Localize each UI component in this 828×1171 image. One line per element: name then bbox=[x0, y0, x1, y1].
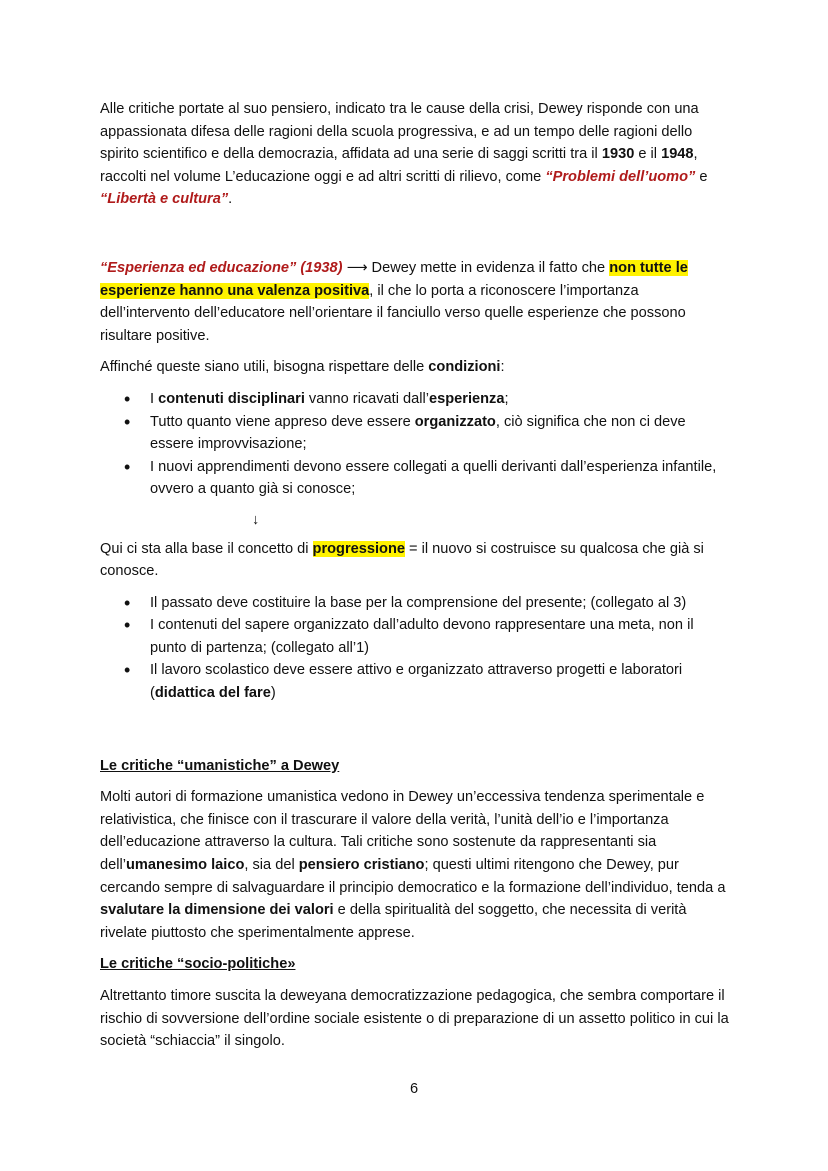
list-item: • I contenuti del sapere organizzato dall’adulto devono rappresentare una meta, non il punto di partenza; (collegato all’1) bbox=[100, 614, 732, 659]
list-item: • I nuovi apprendimenti devono essere collegati a quelli derivanti dall’esperienza infantile, ovvero a quanto già si conosce; bbox=[100, 456, 732, 501]
umanistiche-paragraph: Molti autori di formazione umanistica vedono in Dewey un’eccessiva tendenza sperimentale e relativistica, che finisce con il trascurare il valore della verità, l’unità dell’io e l’importanza dell’educazione attraverso la cultura. Tali critiche sono sostenute da rappresentanti sia dell’umanesimo laico, sia del pensiero cristiano; questi ultimi ritengono che Dewey, pur cercando sempre di salvaguardare il principio democratico e la formazione dell’individuo, tenda a svalutare la dimensione dei valori e della spiritualità del soggetto, che necessita di verità rivelate piuttosto che sperimentalmente apprese. bbox=[100, 789, 726, 941]
condizioni-list bbox=[100, 388, 732, 501]
highlight-progressione: progressione bbox=[312, 540, 405, 557]
right-arrow-icon: ⟶ bbox=[342, 259, 372, 276]
sociopolitiche-paragraph: Altrettanto timore suscita la deweyana democratizzazione pedagogica, che sembra comportare il rischio di sovversione dell’ordine sociale esistente o di preparazione di un assetto politico in cui la società “schiaccia” il singolo. bbox=[100, 988, 729, 1050]
book-title-liberta: “Libertà e cultura” bbox=[100, 191, 229, 208]
intro-paragraph: Alle critiche portate al suo pensiero, indicato tra le cause della crisi, Dewey risponde con una appassionata difesa delle ragioni della scuola progressiva, e ad un tempo delle ragioni dello spirito scientifico e della democrazia, affidata ad una serie di saggi scritti tra il 1930 e il 1948, raccolti nel volume L’educazione oggi e ad altri scritti di rilievo, come “Problemi dell’uomo” e “Libertà e cultura”. bbox=[100, 101, 708, 208]
progressione-paragraph: Qui ci sta alla base il concetto di progressione = il nuovo si costruisce su qualcosa che già si conosce. bbox=[100, 540, 704, 580]
list-item: • Il passato deve costituire la base per la comprensione del presente; (collegato al 3) bbox=[100, 592, 732, 615]
condizioni-paragraph: Affinché queste siano utili, bisogna rispettare delle condizioni: bbox=[100, 359, 505, 376]
progressione-list bbox=[100, 592, 732, 705]
list-item: • Il lavoro scolastico deve essere attivo e organizzato attraverso progetti e laboratori (didattica del fare) bbox=[100, 659, 732, 704]
esperienza-paragraph: “Esperienza ed educazione” (1938) ⟶ Dewey mette in evidenza il fatto che non tutte le esperienze hanno una valenza positiva, il che lo porta a riconoscere l’importanza dell’intervento dell’educatore nell’orientare il fanciullo verso quelle esperienze che possono risultare positive. bbox=[100, 259, 688, 344]
section-heading-umanistiche: Le critiche “umanistiche” a Dewey bbox=[100, 757, 340, 774]
document-page bbox=[100, 98, 732, 1053]
down-arrow-icon: ↓ bbox=[252, 511, 260, 528]
list-item: • I contenuti disciplinari vanno ricavati dall’esperienza; bbox=[100, 388, 732, 411]
book-title-problemi: “Problemi dell’uomo” bbox=[545, 168, 696, 185]
highlight-valenza: non tutte le esperienze hanno una valenza positiva bbox=[100, 259, 688, 299]
page-number: 6 bbox=[409, 1081, 419, 1097]
list-item: • Tutto quanto viene appreso deve essere organizzato, ciò significa che non ci deve essere improvvisazione; bbox=[100, 411, 732, 456]
year-1930: 1930 bbox=[601, 146, 635, 163]
year-1948: 1948 bbox=[661, 146, 694, 163]
book-title-esperienza: “Esperienza ed educazione” (1938) bbox=[100, 259, 343, 276]
section-heading-sociopolitiche: Le critiche “socio-politiche» bbox=[100, 956, 296, 973]
